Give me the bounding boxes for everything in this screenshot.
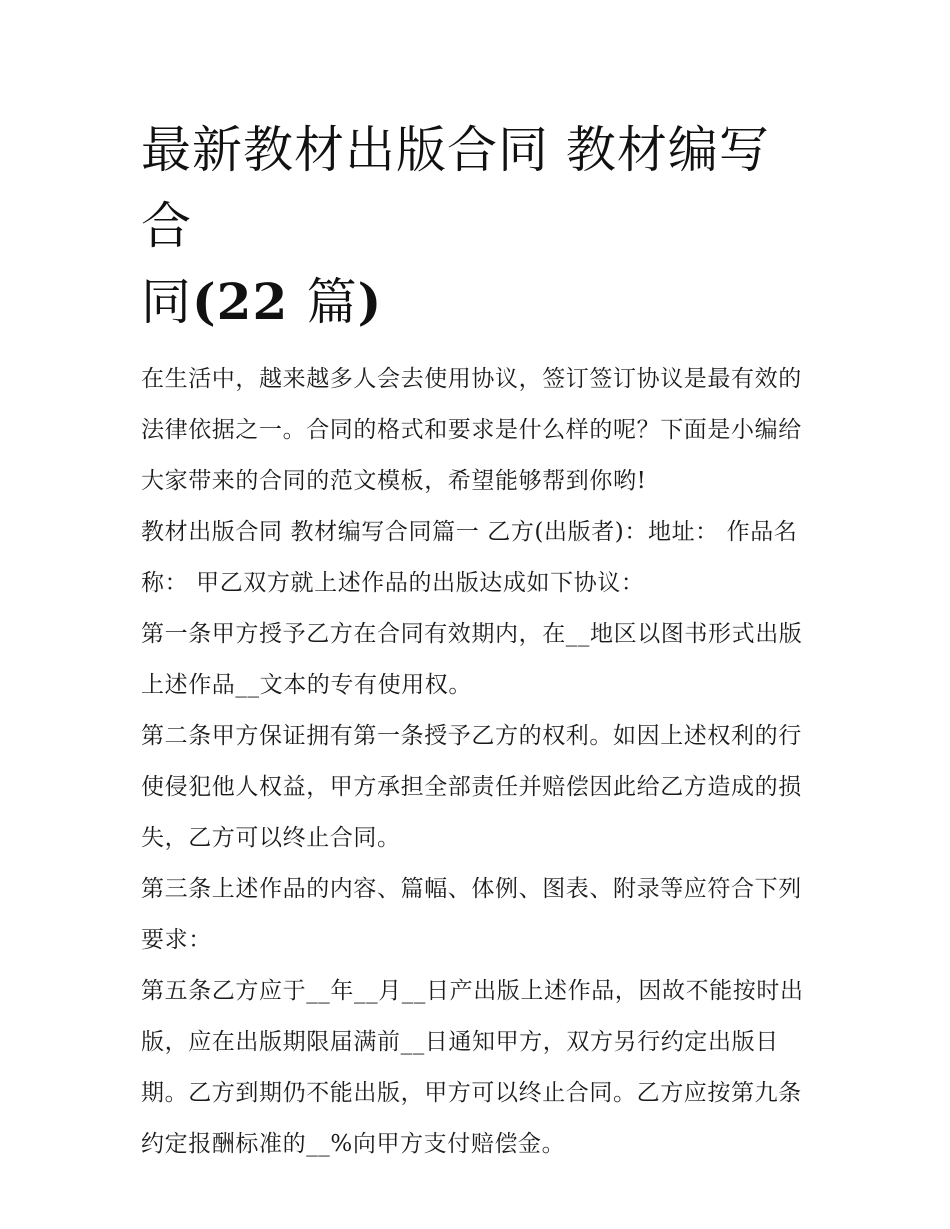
paragraph-article-1: 第一条甲方授予乙方在合同有效期内，在__地区以图书形式出版上述作品__文本的专有使用权。 [141,621,803,698]
paragraph-article-2: 第二条甲方保证拥有第一条授予乙方的权利。如因上述权利的行使侵犯他人权益，甲方承担全部责任并赔偿因此给乙方造成的损失，乙方可以终止合同。 [141,723,802,851]
document-title [141,112,816,340]
paragraph-header: 教材出版合同 教材编写合同篇一 乙方(出版者)：地址： 作品名称： 甲乙双方就上述作品的出版达成如下协议： [141,519,798,596]
document-body [141,354,816,1170]
paragraph-article-5: 第五条乙方应于__年__月__日产出版上述作品，因故不能按时出版，应在出版期限届满前__日通知甲方，双方另行约定出版日期。乙方到期仍不能出版，甲方可以终止合同。乙方应按第九条约定报酬标准的__%向甲方支付赔偿金。 [141,978,804,1157]
paragraph-article-3: 第三条上述作品的内容、篇幅、体例、图表、附录等应符合下列要求： [141,876,802,953]
title-line-2-suffix: 篇 [306,273,358,331]
paragraph-intro: 在生活中，越来越多人会去使用协议，签订签订协议是最有效的法律依据之一。合同的格式和要求是什么样的呢？下面是小编给大家带来的合同的范文模板，希望能够帮到你哟! [141,366,802,494]
title-line-2-count: (22 [192,272,307,331]
title-line-2-prefix: 同 [141,273,192,331]
title-line-2-end: ) [357,272,383,331]
document-content [141,112,816,1170]
title-line-1: 最新教材出版合同 教材编写合 [141,121,770,255]
